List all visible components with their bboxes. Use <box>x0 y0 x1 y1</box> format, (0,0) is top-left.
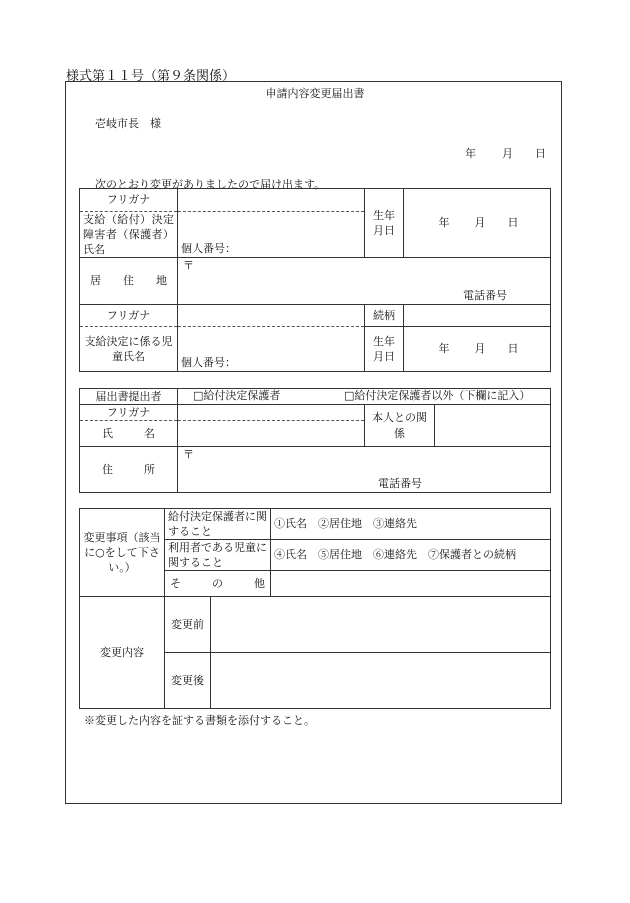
child-change-options[interactable]: ④氏名 ⑤居住地 ⑥連絡先 ⑦保護者との続柄 <box>271 540 551 571</box>
recipient-table <box>79 188 551 372</box>
attachment-note: ※変更した内容を証する書類を添付すること。 <box>84 714 315 727</box>
after-change-field[interactable] <box>211 653 551 709</box>
recipient-name-field[interactable] <box>178 212 365 258</box>
recipient-birth-label: 生年月日 <box>365 189 404 258</box>
submitter-type-options <box>178 389 551 405</box>
child-birth-label: 生年月日 <box>365 327 404 372</box>
recipient-personal-number-label: 個人番号： <box>181 242 236 255</box>
intro-text: 次のとおり変更がありましたので届け出ます。 <box>95 178 326 191</box>
child-name-label: 支給決定に係る児童氏名 <box>80 327 178 372</box>
submitter-relation-label: 本人との関係 <box>365 405 435 447</box>
option-guardian-checkbox[interactable]: □給付決定保護者 <box>193 389 281 402</box>
submitter-phone-label: 電話番号 <box>378 477 422 490</box>
child-name-field[interactable] <box>178 327 365 372</box>
guardian-change-label: 給付決定保護者に関すること <box>165 509 271 540</box>
submitter-label: 届出書提出者 <box>80 389 178 405</box>
before-change-label: 変更前 <box>165 597 211 653</box>
submitter-name-label: 氏 名 <box>80 421 178 447</box>
child-personal-number-label: 個人番号： <box>181 356 236 369</box>
other-change-label: そ の 他 <box>165 571 271 597</box>
change-items-label: 変更事項（該当に○をして下さい。） <box>80 509 165 597</box>
submitter-table <box>79 388 551 493</box>
child-furigana-field[interactable] <box>178 305 365 327</box>
child-furigana-label: フリガナ <box>80 305 178 327</box>
submitter-furigana-label: フリガナ <box>80 405 178 421</box>
submitter-furigana-field[interactable] <box>178 405 365 421</box>
date-month-label: 月 <box>502 147 513 160</box>
submitter-address-field[interactable] <box>178 447 551 493</box>
recipient-address-label: 居 住 地 <box>80 258 178 305</box>
recipient-birth-date[interactable]: 年 月 日 <box>404 189 551 258</box>
recipient-furigana-field[interactable] <box>178 189 365 212</box>
change-content-label: 変更内容 <box>80 597 165 709</box>
child-relationship-label: 続柄 <box>365 305 404 327</box>
child-relationship-field[interactable] <box>404 305 551 327</box>
recipient-phone-label: 電話番号 <box>463 289 507 302</box>
form-number: 様式第１１号（第９条関係） <box>66 69 236 84</box>
submitter-address-label: 住 所 <box>80 447 178 493</box>
submitter-relation-field[interactable] <box>435 405 551 447</box>
submitter-name-field[interactable] <box>178 421 365 447</box>
other-change-field[interactable] <box>271 571 551 597</box>
addressee: 壱岐市長 様 <box>95 117 161 130</box>
before-change-field[interactable] <box>211 597 551 653</box>
recipient-furigana-label: フリガナ <box>80 189 178 212</box>
child-change-label: 利用者である児童に関すること <box>165 540 271 571</box>
option-other-checkbox[interactable]: □給付決定保護者以外（下欄に記入） <box>344 389 531 402</box>
recipient-postal-mark: 〒 <box>183 259 194 272</box>
form-title: 申請内容変更届出書 <box>265 87 365 100</box>
after-change-label: 変更後 <box>165 653 211 709</box>
date-day-label: 日 <box>535 147 546 160</box>
recipient-name-label: 支給（給付）決定障害者（保護者）氏名 <box>80 212 178 258</box>
submitter-postal-mark: 〒 <box>183 448 194 461</box>
guardian-change-options[interactable]: ①氏名 ②居住地 ③連絡先 <box>271 509 551 540</box>
change-table <box>79 508 551 709</box>
date-year-label: 年 <box>465 147 476 160</box>
recipient-address-field[interactable] <box>178 258 551 305</box>
child-birth-date[interactable]: 年 月 日 <box>404 327 551 372</box>
